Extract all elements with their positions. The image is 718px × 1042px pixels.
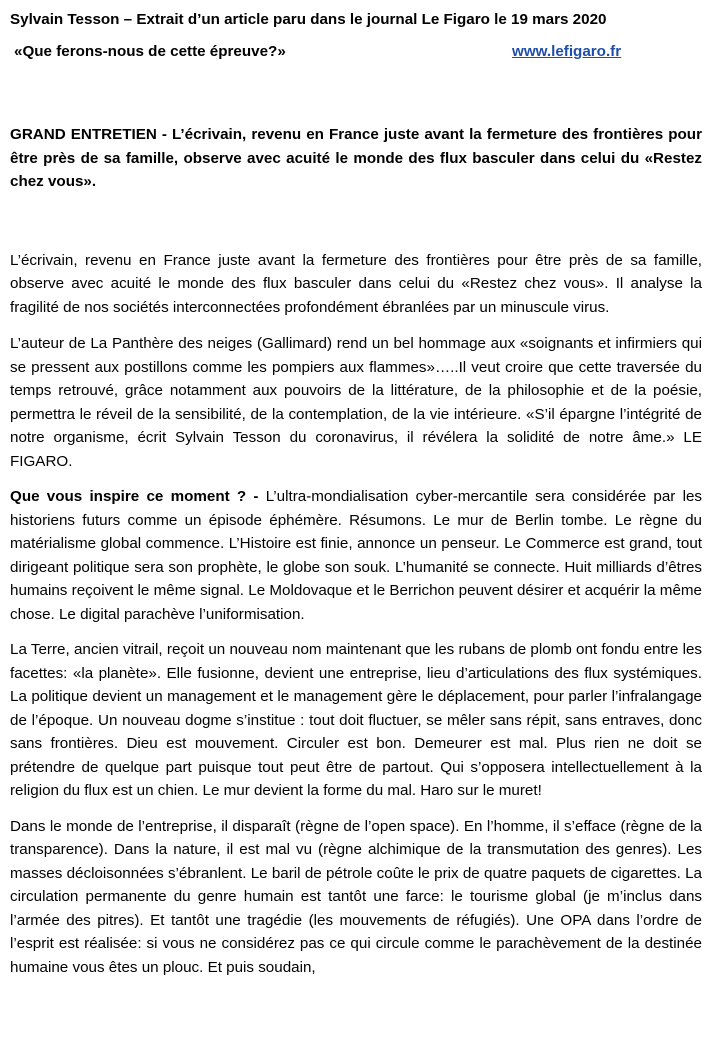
interview-answer-text: L’ultra-mondialisation cyber-mercantile sera considérée par les historiens futurs comme un épisode éphémère. Résumons. Le mur de Berlin tombe. Le règne du matérialisme global commence. L’Histoire est finie, annonce un penseur. Le Commerce est grand, tout dirigeant politique sera son prophète, le globe son souk. L’humanité se connecte. Huit milliards d’êtres humains reçoivent le même signal. Le Moldovaque et le Berrichon peuvent désirer et acquérir la même chose. Le digital parachève l’uniformisation. bbox=[10, 488, 702, 623]
paragraph-planet: La Terre, ancien vitrail, reçoit un nouveau nom maintenant que les rubans de plomb ont fondu entre les facettes: «la planète». Elle fusionne, devient une entreprise, lieu d’articulations des flux systémiques. La politique devient un management et le management gère le déplacement, pour parler l’infralangage de l’époque. Un nouveau dogme s’institue : tout doit fluctuer, se mêler sans répit, sans entraves, donc sans frontières. Dieu est mouvement. Circuler est bon. Demeurer est mal. Plus rien ne doit se prétendre de quelque part puisque tout peut être de partout. Qui s’opposera intellectuellement à la religion du flux est un chien. Le mur devient la forme du mal. Haro sur le muret! bbox=[10, 641, 702, 799]
lefigaro-link[interactable]: www.lefigaro.fr bbox=[512, 43, 622, 60]
interview-question-label: Que vous inspire ce moment ? - bbox=[10, 488, 259, 505]
subtitle-row bbox=[10, 40, 702, 64]
document-title: Sylvain Tesson – Extrait d’un article paru dans le journal Le Figaro le 19 mars 2020 bbox=[10, 11, 607, 28]
article-question: «Que ferons-nous de cette épreuve?» bbox=[14, 43, 286, 60]
paragraph-author: L’auteur de La Panthère des neiges (Gallimard) rend un bel hommage aux «soignants et infirmiers qui se pressent aux postillons comme les pompiers aux flammes»…..Il veut croire que cette traversée du temps retrouvé, grâce notamment aux pouvoirs de la littérature, de la philosophie et de la poésie, permettra le réveil de la sensibilité, de la contemplation, de la vie intérieure. «S’il épargne l’intégrité de notre organisme, écrit Sylvain Tesson du coronavirus, il révélera la solidité de notre âme.» LE FIGARO. bbox=[10, 335, 702, 470]
paragraph-intro: L’écrivain, revenu en France juste avant la fermeture des frontières pour être près de sa famille, observe avec acuité le monde des flux basculer dans celui du «Restez chez vous». Il analyse la fragilité de nos sociétés interconnectées profondément ébranlées par un minuscule virus. bbox=[10, 251, 702, 316]
document-page bbox=[10, 8, 702, 979]
paragraph-enterprise: Dans le monde de l’entreprise, il disparaît (règne de l’open space). En l’homme, il s’efface (règne de la transparence). Dans la nature, il est mal vu (règne alchimique de la transmutation des genres). Les masses décloisonnées s’ébranlent. Le baril de pétrole coûte le prix de quatre paquets de cigarettes. La circulation permanente du genre humain est tantôt une farce: le tourisme global (je m’inclus dans l’armée des pitres). Et tantôt une tragédie (les mouvements de réfugiés). Une OPA dans l’ordre de l’esprit est réalisée: si vous ne considérez pas ce qui circule comme le parachèvement de la destinée humaine vous êtes un plouc. Et puis soudain, bbox=[10, 817, 702, 976]
lead-paragraph: GRAND ENTRETIEN - L’écrivain, revenu en France juste avant la fermeture des frontières pour être près de sa famille, observe avec acuité le monde des flux basculer dans celui du «Restez chez vous». bbox=[10, 126, 702, 190]
paragraph-question bbox=[10, 485, 702, 626]
